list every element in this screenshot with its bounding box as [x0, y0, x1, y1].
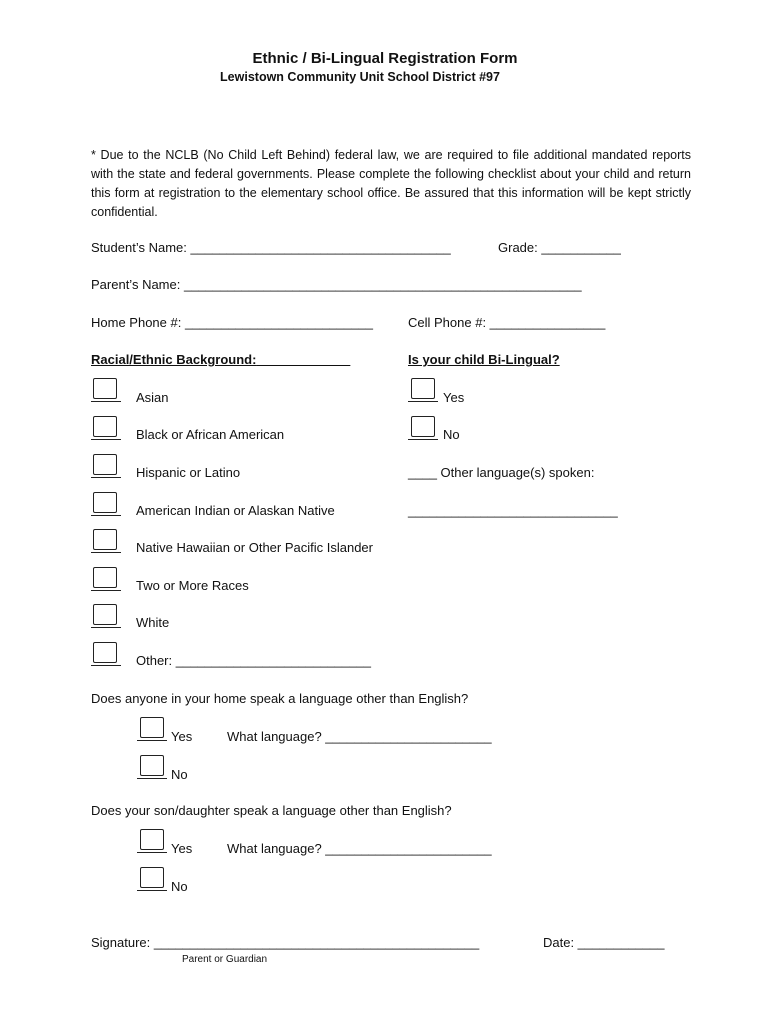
bilingual-yes-label: Yes	[443, 390, 465, 405]
underline	[91, 590, 121, 591]
underline	[91, 477, 121, 478]
underline	[91, 439, 121, 440]
other-language-field[interactable]: _____________________________	[408, 503, 618, 518]
checkbox-black[interactable]	[93, 416, 117, 437]
home-no-label: No	[171, 767, 188, 782]
underline	[91, 401, 121, 402]
child-what-language-field[interactable]: What language? _______________________	[227, 841, 492, 856]
underline	[137, 778, 167, 779]
option-hispanic: Hispanic or Latino	[136, 465, 241, 480]
checkbox-white[interactable]	[93, 604, 117, 625]
form-title: Ethnic / Bi-Lingual Registration Form	[252, 50, 518, 67]
home-language-question: Does anyone in your home speak a language other than English?	[91, 691, 469, 706]
checkbox-home-yes[interactable]	[140, 717, 164, 738]
child-yes-label: Yes	[171, 841, 193, 856]
student-name-field[interactable]: Student’s Name: ____________________________________	[91, 240, 451, 255]
bilingual-no-label: No	[443, 427, 460, 442]
date-field[interactable]: Date: ____________	[543, 935, 665, 950]
signature-sublabel: Parent or Guardian	[182, 954, 268, 965]
checkbox-bilingual-yes[interactable]	[411, 378, 435, 399]
underline	[91, 552, 121, 553]
underline	[137, 740, 167, 741]
underline	[91, 515, 121, 516]
option-asian: Asian	[136, 390, 169, 405]
home-phone-field[interactable]: Home Phone #: __________________________	[91, 315, 373, 330]
checkbox-home-no[interactable]	[140, 755, 164, 776]
underline	[91, 665, 121, 666]
underline	[408, 401, 438, 402]
option-black: Black or African American	[136, 427, 285, 442]
option-other[interactable]: Other: ___________________________	[136, 653, 371, 668]
checkbox-asian[interactable]	[93, 378, 117, 399]
home-what-language-field[interactable]: What language? _______________________	[227, 729, 492, 744]
cell-phone-field[interactable]: Cell Phone #: ________________	[408, 315, 606, 330]
bilingual-heading: Is your child Bi-Lingual?	[408, 352, 560, 367]
racial-heading: Racial/Ethnic Background:	[91, 352, 257, 367]
grade-field[interactable]: Grade: ___________	[498, 240, 621, 255]
option-native-hawaiian: Native Hawaiian or Other Pacific Islander	[136, 540, 373, 555]
checkbox-bilingual-no[interactable]	[411, 416, 435, 437]
underline	[137, 890, 167, 891]
checkbox-child-yes[interactable]	[140, 829, 164, 850]
checkbox-child-no[interactable]	[140, 867, 164, 888]
checkbox-native-hawaiian[interactable]	[93, 529, 117, 550]
child-language-question: Does your son/daughter speak a language other than English?	[91, 803, 452, 818]
checkbox-two-or-more[interactable]	[93, 567, 117, 588]
other-language-label: ____ Other language(s) spoken:	[408, 465, 595, 480]
underline	[408, 439, 438, 440]
checkbox-american-indian[interactable]	[93, 492, 117, 513]
option-two-or-more: Two or More Races	[136, 578, 249, 593]
checkbox-hispanic[interactable]	[93, 454, 117, 475]
option-white: White	[136, 615, 170, 630]
underline	[137, 852, 167, 853]
child-no-label: No	[171, 879, 188, 894]
checkbox-other[interactable]	[93, 642, 117, 663]
parent-name-field[interactable]: Parent’s Name: _______________________________________________________	[91, 277, 582, 292]
home-yes-label: Yes	[171, 729, 193, 744]
signature-field[interactable]: Signature: _____________________________________________	[91, 935, 480, 950]
underline	[91, 627, 121, 628]
option-american-indian: American Indian or Alaskan Native	[136, 503, 335, 518]
district-subtitle: Lewistown Community Unit School District #97	[220, 70, 500, 84]
confidentiality-notice: * Due to the NCLB (No Child Left Behind) federal law, we are required to file additional mandated reports with the state and federal governments. Please complete the following checklist about your child and return this form at registration to the elementary school office. Be assured that this information will be kept strictly confidential.	[91, 148, 691, 219]
